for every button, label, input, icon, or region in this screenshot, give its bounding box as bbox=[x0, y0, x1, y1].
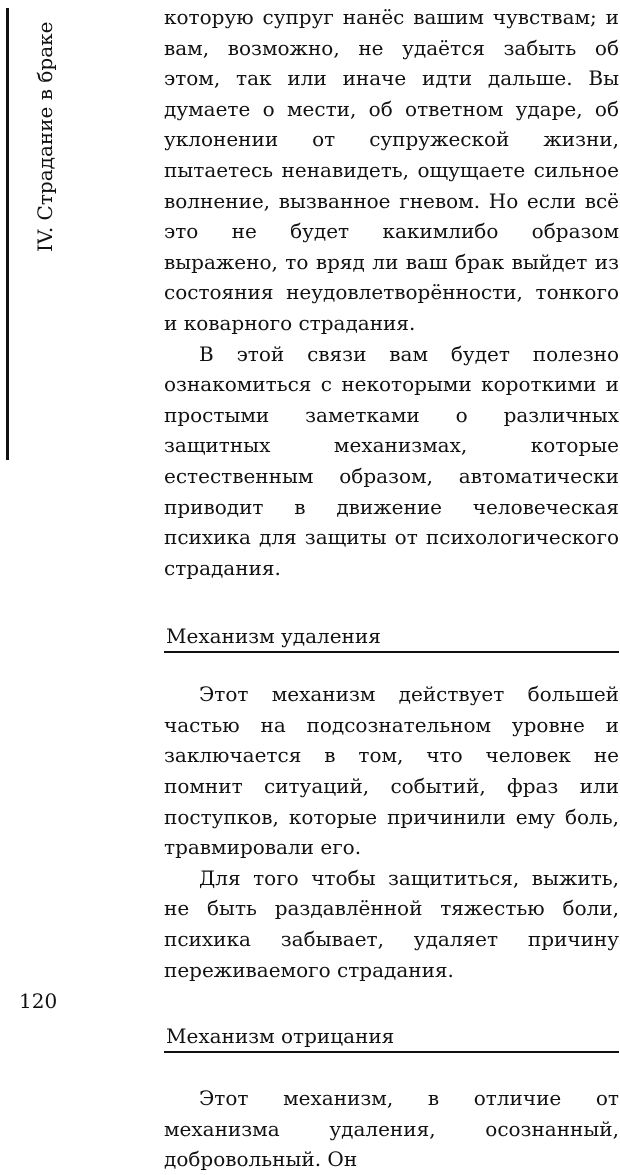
section-heading-deletion: Механизм удаления bbox=[164, 621, 619, 653]
section-heading-denial: Механизм отрицания bbox=[164, 1021, 619, 1053]
running-header-rule bbox=[6, 8, 9, 460]
running-header: IV. Страдание в браке bbox=[33, 21, 57, 252]
paragraph-deletion-1: Этот механизм действует большей частью на подсознательном уровне и заключается в том, что человек не помнит ситуаций, событий, фраз или поступков, которые причинили ему боль, травмировали его. bbox=[164, 682, 619, 860]
paragraph-denial-1: Этот механизм, в отличие от механизма удаления, осознанный, добровольный. Он bbox=[164, 1086, 619, 1172]
paragraph-continued: которую супруг нанёс вашим чувствам; и вам, возможно, не удаётся забыть об этом, так или иначе идти дальше. Вы думаете о мести, об ответном ударе, об уклонении от супружеской жизни, пытаетесь ненавидеть, ощущаете сильное волнение, вызванное гневом. Но если всё это не будет какимлибо образом выражено, то вряд ли ваш брак выйдет из состояния неудовлетворённости, тонкого и коварного страдания. bbox=[164, 5, 619, 335]
text-column bbox=[164, 2, 619, 1175]
paragraph-defense-mechanisms: В этой связи вам будет полезно ознакомиться с некоторыми короткими и простыми заметками о различных защитных механизмах, которые естественным образом, автоматически приводит в движение человеческая психика для защиты от психологического страдания. bbox=[164, 341, 619, 580]
paragraph-deletion-2: Для того чтобы защититься, выжить, не быть раздавлённой тяжестью боли, психика забывает, удаляет причину переживаемого страдания. bbox=[164, 865, 619, 982]
page-number: 120 bbox=[19, 989, 58, 1013]
